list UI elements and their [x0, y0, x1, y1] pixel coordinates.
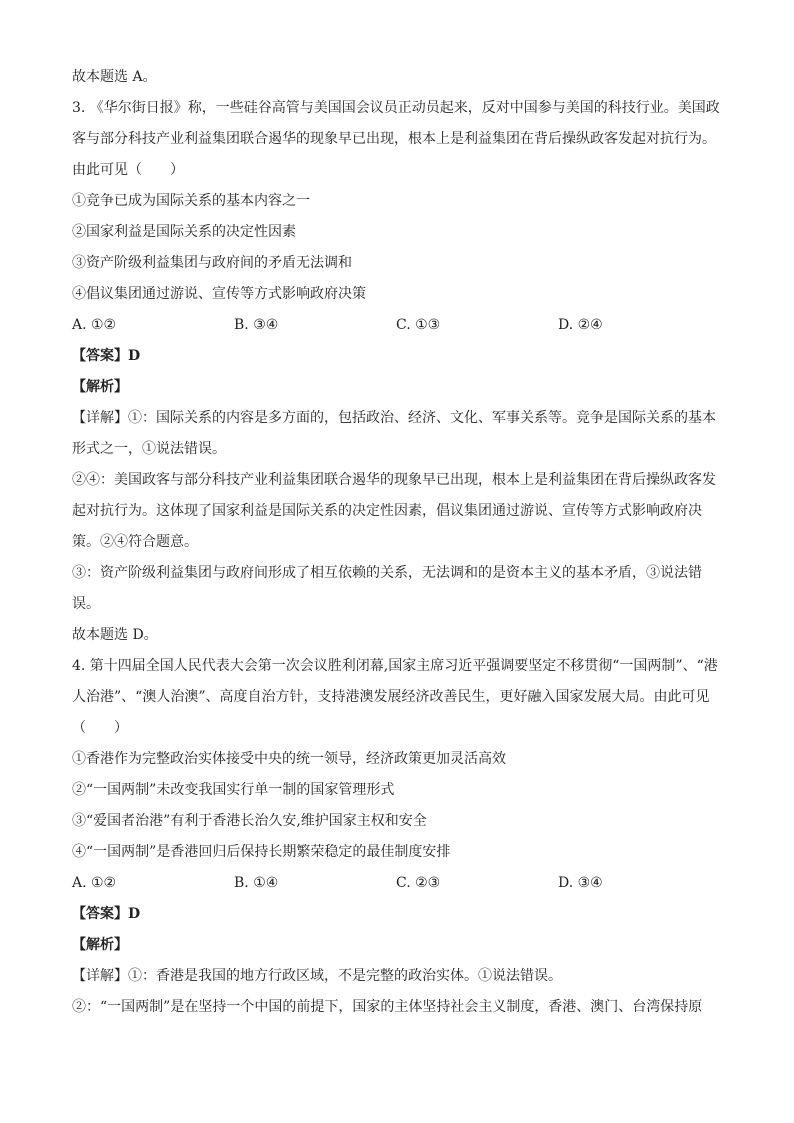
q3-option-d: D. ②④: [558, 317, 603, 333]
q4-option-c: C. ②③: [396, 875, 441, 891]
q4-stem-line: 人治港”、“澳人治澳”、高度自治方针，支持港澳发展经济改善民生，更好融入国家发展大局。由此可见: [72, 689, 710, 705]
q3-analysis-line: ②④：美国政客与部分科技产业利益集团联合遏华的现象早已出现，根本上是利益集团在背后操纵政客发: [72, 472, 716, 488]
q3-option-a: A. ①②: [72, 317, 117, 333]
q3-analysis-line: 误。: [72, 596, 100, 612]
q3-analysis-line: 起对抗行为。这体现了国家利益是国际关系的决定性因素，倡议集团通过游说、宣传等方式影响政府决: [72, 503, 702, 519]
q3-stem-line: 由此可见（ ）: [72, 162, 184, 178]
q4-analysis-line: 【详解】①：香港是我国的地方行政区域，不是完整的政治实体。①说法错误。: [72, 968, 562, 984]
q3-analysis-line: 策。②④符合题意。: [72, 534, 198, 550]
q4-option-a: A. ①②: [72, 875, 117, 891]
q4-option-d: D. ③④: [558, 875, 603, 891]
q3-option-c: C. ①③: [396, 317, 441, 333]
q3-statement: ④倡议集团通过游说、宣传等方式影响政府决策: [72, 286, 366, 302]
q3-conclusion: 故本题选 D。: [72, 627, 158, 643]
q3-answer: 【答案】D: [72, 348, 141, 364]
q4-options: [72, 868, 722, 899]
q3-analysis-line: 【详解】①：国际关系的内容是多方面的，包括政治、经济、文化、军事关系等。竞争是国际关系的基本: [72, 410, 716, 426]
q3-analysis-line: ③：资产阶级利益集团与政府间形成了相互依赖的关系，无法调和的是资本主义的基本矛盾，③说法错: [72, 565, 702, 581]
q4-statement: ②“一国两制”未改变我国实行单一制的国家管理形式: [72, 782, 395, 798]
question-3: [72, 93, 722, 651]
q4-statement: ③“爱国者治港”有利于香港长治久安,维护国家主权和安全: [72, 813, 427, 829]
document-page: [72, 62, 722, 1023]
q3-analysis-line: 形式之一，①说法错误。: [72, 441, 226, 457]
q3-options: [72, 310, 722, 341]
q3-statement: ③资产阶级利益集团与政府间的矛盾无法调和: [72, 255, 352, 271]
question-4: [72, 651, 722, 1023]
q3-statement: ①竞争已成为国际关系的基本内容之一: [72, 193, 310, 209]
q4-stem-line: 4. 第十四届全国人民代表大会第一次会议胜利闭幕,国家主席习近平强调要坚定不移贯彻“一国两制”、“港: [72, 658, 718, 674]
q3-analysis-label: 【解析】: [72, 379, 128, 395]
q4-statement: ①香港作为完整政治实体接受中央的统一领导，经济政策更加灵活高效: [72, 751, 506, 767]
q3-statement: ②国家利益是国际关系的决定性因素: [72, 224, 296, 240]
q4-stem-line: （ ）: [72, 720, 128, 736]
q3-option-b: B. ③④: [234, 317, 279, 333]
q4-answer: 【答案】D: [72, 906, 141, 922]
q4-option-b: B. ①④: [234, 875, 279, 891]
q3-stem-line: 客与部分科技产业利益集团联合遏华的现象早已出现，根本上是利益集团在背后操纵政客发起对抗行为。: [72, 131, 716, 147]
q4-statement: ④“一国两制”是香港回归后保持长期繁荣稳定的最佳制度安排: [72, 844, 451, 860]
prev-conclusion: 故本题选 A。: [72, 69, 157, 85]
q4-analysis-line: ②：“一国两制”是在坚持一个中国的前提下，国家的主体坚持社会主义制度，香港、澳门、台湾保持原: [72, 999, 703, 1015]
q3-stem-line: 3. 《华尔街日报》称，一些硅谷高管与美国国会议员正动员起来，反对中国参与美国的科技行业。美国政: [72, 100, 720, 116]
q4-analysis-label: 【解析】: [72, 937, 128, 953]
